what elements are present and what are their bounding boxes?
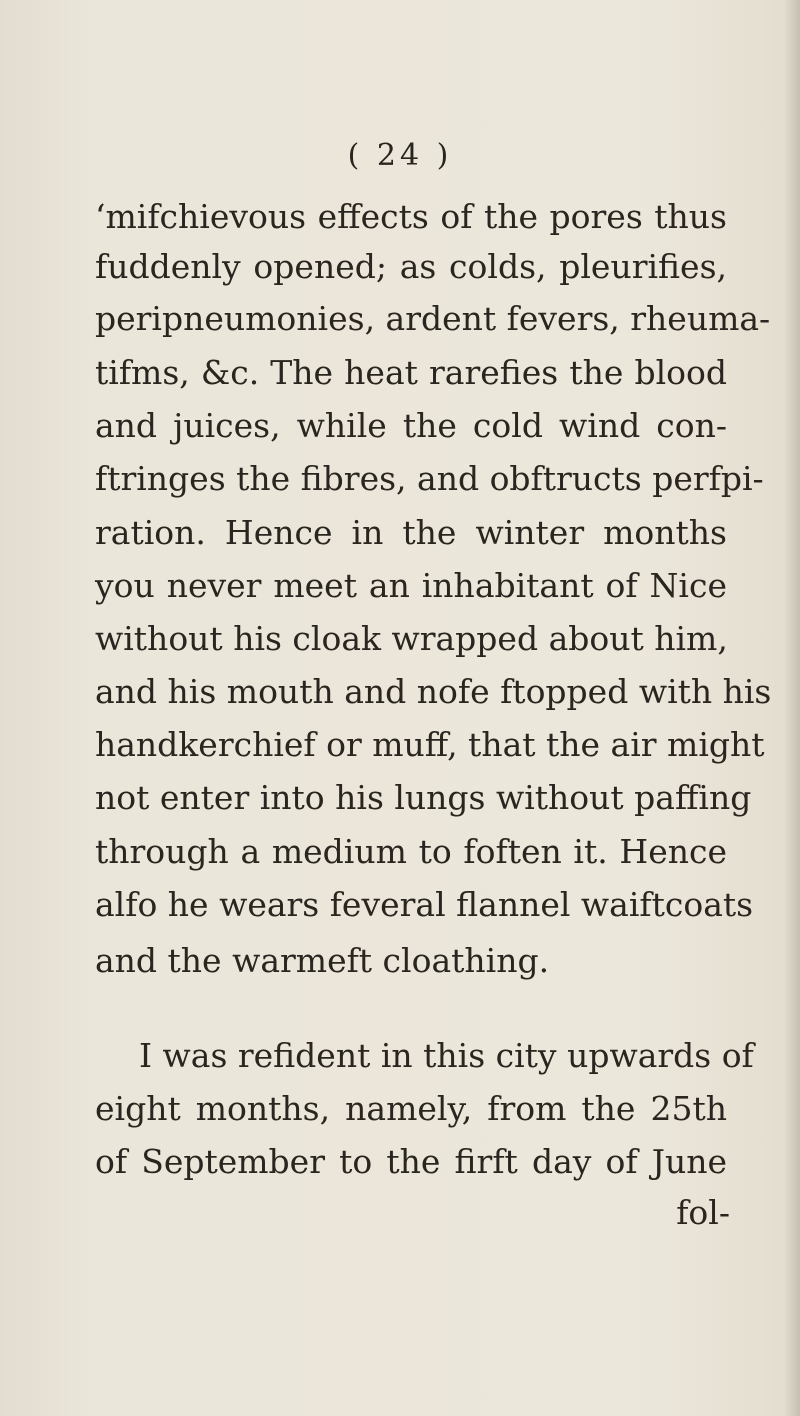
text-line: fuddenly opened; as colds, pleurifies, (95, 247, 727, 286)
text-line: ration. Hence in the winter months (95, 513, 727, 552)
text-line: without his cloak wrapped about him, (95, 619, 728, 658)
text-line: you never meet an inhabitant of Nice (95, 566, 727, 605)
text-line: through a medium to foften it. Hence (95, 832, 727, 871)
text-line: and his mouth and nofe ftopped with his (95, 672, 772, 711)
text-line: ‘mifchievous effects of the pores thus (95, 197, 727, 236)
paragraph-first-line: I was refident in this city upwards of (139, 1036, 754, 1075)
text-line: not enter into his lungs without paffing (95, 778, 752, 817)
text-line: eight months, namely, from the 25th (95, 1089, 727, 1128)
paragraph-last-line: and the warmeft cloathing. (95, 941, 550, 980)
page-number: ( 24 ) (347, 138, 453, 173)
page-edge-shadow (784, 0, 800, 1416)
text-line: handkerchief or muff, that the air might (95, 725, 765, 764)
text-line: and juices, while the cold wind con- (95, 406, 727, 445)
text-line: alfo he wears feveral flannel waiftcoats (95, 885, 754, 924)
text-line: tifms, &c. The heat rarefies the blood (95, 353, 727, 392)
text-line: peripneumonies, ardent fevers, rheuma- (95, 299, 771, 338)
text-line: ftringes the fibres, and obftructs perfpi- (95, 459, 764, 498)
catchword: fol- (676, 1193, 730, 1232)
text-line: of September to the firft day of June (95, 1142, 727, 1181)
